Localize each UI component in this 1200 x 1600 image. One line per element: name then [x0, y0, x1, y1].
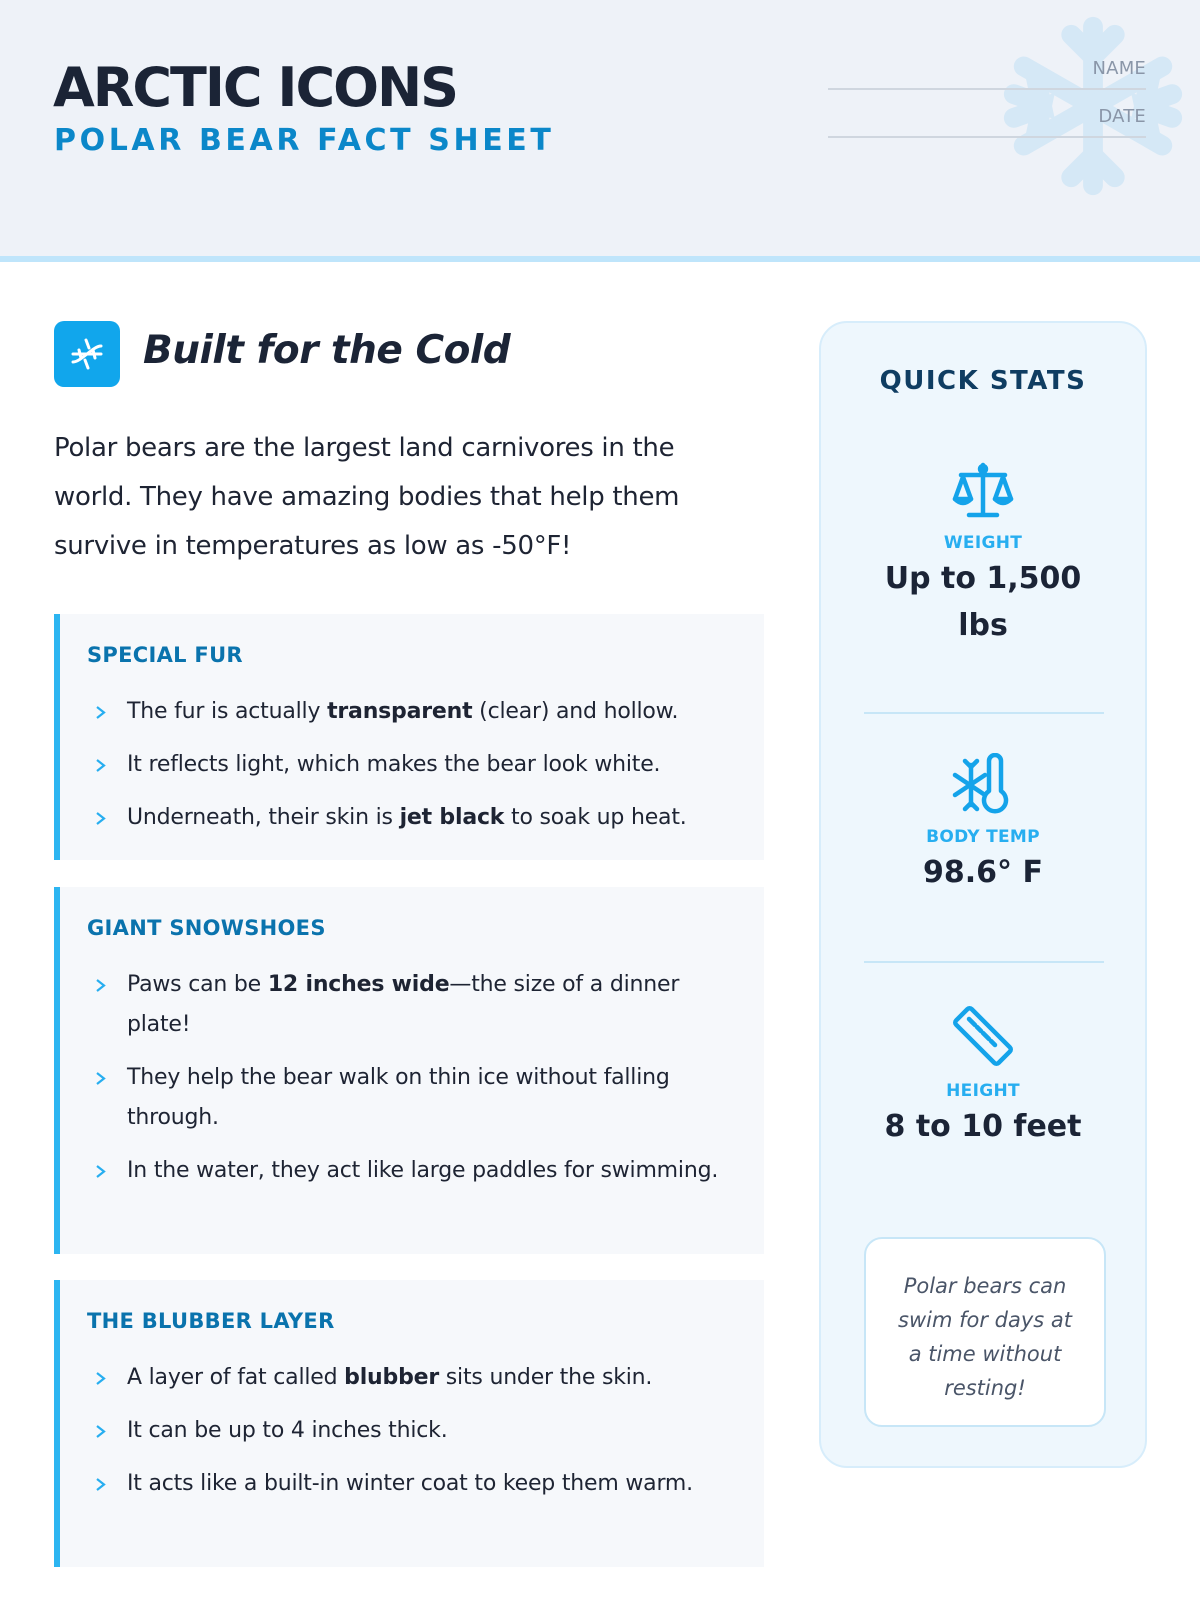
chevron-right-icon — [95, 1165, 106, 1178]
intro-paragraph: Polar bears are the largest land carnivores in the world. They have amazing bodies that help them survive in temperatures as low as -50°F! — [54, 433, 680, 561]
fact-card-blubber-layer — [54, 1280, 764, 1567]
name-field[interactable] — [828, 48, 1146, 90]
chevron-right-icon — [95, 1372, 106, 1385]
list-item: A layer of fat called blubber sits under the skin. — [87, 1358, 737, 1398]
chevron-right-icon — [95, 1478, 106, 1491]
header — [0, 0, 1200, 262]
stat-value: 8 to 10 feet — [884, 1109, 1082, 1144]
ruler-icon — [949, 1003, 1017, 1071]
fun-fact-box — [864, 1237, 1106, 1427]
stat-body-temp — [821, 753, 1145, 896]
stat-value: 98.6° F — [923, 855, 1043, 890]
section-title: Built for the Cold — [143, 328, 511, 373]
fact-card-giant-snowshoes — [54, 887, 764, 1254]
chevron-right-icon — [95, 1425, 106, 1438]
list-item: It reflects light, which makes the bear look white. — [87, 745, 737, 785]
dna-icon — [54, 321, 120, 387]
list-item: It acts like a built-in winter coat to keep them warm. — [87, 1464, 737, 1504]
fact-list — [87, 692, 737, 851]
date-label: DATE — [1098, 106, 1146, 127]
card-title: GIANT SNOWSHOES — [87, 916, 326, 940]
fact-list — [87, 1358, 737, 1517]
divider — [864, 961, 1104, 963]
stat-height — [821, 1003, 1145, 1150]
fact-card-special-fur — [54, 614, 764, 860]
quick-stats-panel — [819, 321, 1147, 1468]
list-item: Paws can be 12 inches wide—the size of a dinner plate! — [87, 965, 737, 1045]
card-title: THE BLUBBER LAYER — [87, 1309, 335, 1333]
stat-weight — [821, 459, 1145, 649]
stat-label: BODY TEMP — [926, 827, 1040, 847]
list-item: In the water, they act like large paddles for swimming. — [87, 1151, 737, 1191]
scale-icon — [951, 459, 1015, 523]
date-field[interactable] — [828, 96, 1146, 138]
list-item: It can be up to 4 inches thick. — [87, 1411, 737, 1451]
page-title: ARCTIC ICONS — [53, 56, 458, 119]
stat-label: WEIGHT — [943, 533, 1023, 553]
chevron-right-icon — [95, 759, 106, 772]
card-title: SPECIAL FUR — [87, 643, 243, 667]
chevron-right-icon — [95, 1072, 106, 1085]
quick-stats-title: QUICK STATS — [879, 366, 1087, 396]
list-item: They help the bear walk on thin ice without falling through. — [87, 1058, 737, 1138]
name-label: NAME — [1092, 58, 1146, 79]
fact-list — [87, 965, 737, 1204]
chevron-right-icon — [95, 706, 106, 719]
list-item: The fur is actually transparent (clear) and hollow. — [87, 692, 737, 732]
chevron-right-icon — [95, 812, 106, 825]
stat-label: HEIGHT — [946, 1081, 1020, 1101]
list-item: Underneath, their skin is jet black to soak up heat. — [87, 798, 737, 838]
fun-fact-text: Polar bears can swim for days at a time without resting! — [898, 1274, 1072, 1400]
chevron-right-icon — [95, 979, 106, 992]
page-subtitle: POLAR BEAR FACT SHEET — [54, 123, 555, 158]
temperature-icon — [951, 753, 1015, 817]
divider — [864, 712, 1104, 714]
stat-value: Up to 1,500 lbs — [884, 561, 1082, 643]
